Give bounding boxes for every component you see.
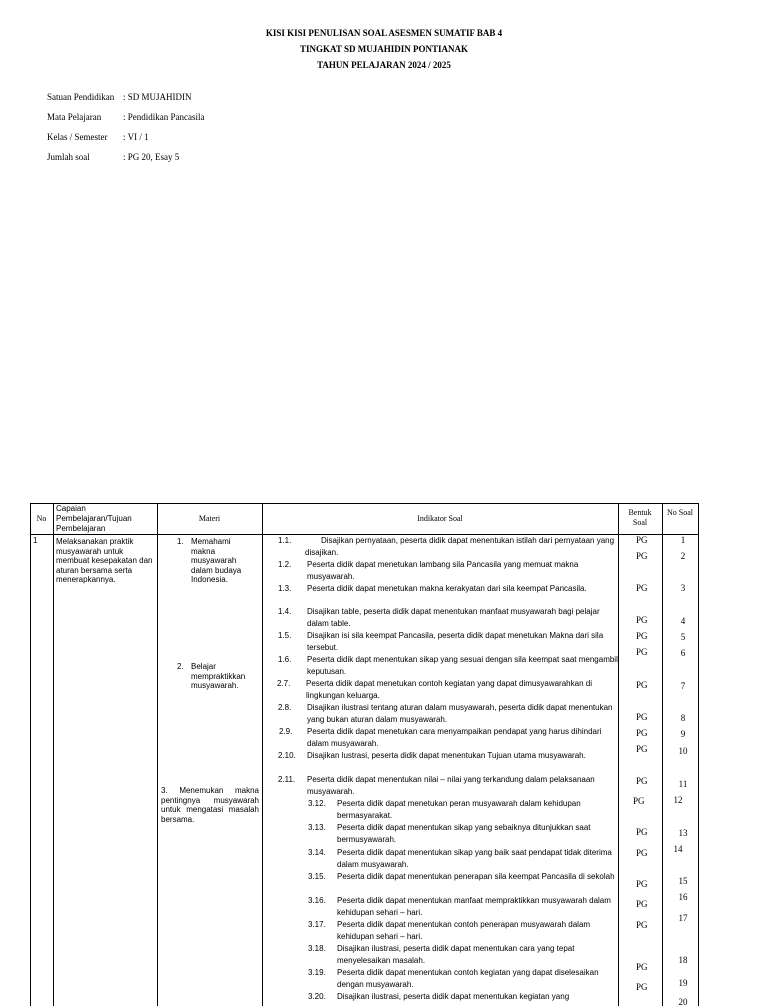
indikator-num: 2.10.: [278, 751, 296, 760]
bentuk-soal-cell: PG: [636, 744, 648, 754]
materi-item: [161, 786, 259, 824]
info-value: : SD MUJAHIDIN: [123, 92, 192, 102]
no-soal-cell: 11: [678, 779, 688, 789]
indikator-num: 3.18.: [308, 944, 326, 953]
indikator-item: [308, 991, 620, 1003]
materi-item: Belajar mempraktikkan musyawarah.: [191, 662, 246, 690]
indikator-text: Peserta didik dapt menentukan sikap yang sesuai dengan sila keempat saat mengambil keputusan.: [307, 655, 618, 676]
bentuk-soal-cell: PG: [636, 879, 648, 889]
indikator-text: Disajikan ilustrasi, peserta didik dapat menentukan cara yang tepat menyelesaikan masalah.: [337, 944, 575, 965]
no-soal-cell: 5: [680, 632, 686, 642]
indikator-num: 3.13.: [308, 823, 326, 832]
capaian-text: Melaksanakan praktik musyawarah untuk membuat kesepakatan dan aturan bersama serta menerapkannya.: [56, 537, 153, 584]
indikator-text: Peserta didik dapat menentukan nilai – nilai yang terkandung dalam pelaksanaan musyawarah.: [307, 775, 595, 796]
no-soal-cell: 9: [680, 729, 686, 739]
indikator-num: 1.5.: [278, 631, 292, 640]
indikator-text: Peserta didik dapat menetukan contoh kegiatan yang dapat dimusyawarahkan di lingkungan keluarga.: [306, 679, 592, 700]
bentuk-soal-cell: PG: [636, 647, 648, 657]
indikator-text: Disajikan lustrasi, peserta didik dapat menentukan Tujuan utama musyawarah.: [307, 751, 586, 760]
no-soal-cell: 19: [678, 978, 688, 988]
info-value: : Pendidikan Pancasila: [123, 112, 205, 122]
bentuk-soal-cell: PG: [636, 680, 648, 690]
header-materi: Materi: [198, 514, 221, 523]
no-soal-cell: 8: [680, 713, 686, 723]
no-soal-cell: 13: [678, 828, 688, 838]
materi-num: 2.: [177, 662, 184, 671]
indikator-text: Peserta didik dapat menentukan sikap yang baik saat pendapat tidak diterima dalam musyawarah.: [337, 848, 612, 869]
info-label: Satuan Pendidikan: [47, 92, 115, 102]
bentuk-soal-cell: PG: [636, 631, 648, 641]
indikator-item: [278, 559, 618, 582]
materi-num: 1.: [177, 537, 184, 546]
indikator-text: Disajikan isi sila keempat Pancasila, peserta didik dapat menetukan Makna dari sila tersebut.: [307, 631, 604, 652]
indikator-text: Peserta didik dapat menetukan peran musyawarah dalam kehidupan bermasyarakat.: [337, 799, 581, 820]
indikator-num: 1.2.: [278, 560, 292, 569]
no-soal-cell: 1: [680, 535, 686, 545]
indikator-item: [308, 798, 620, 821]
no-soal-cell: 6: [680, 648, 686, 658]
info-value: : VI / 1: [123, 132, 149, 142]
info-row: [47, 132, 149, 142]
materi-item: Memahami makna musyawarah dalam budaya Indonesia.: [191, 537, 242, 584]
no-soal-cell: 20: [678, 997, 688, 1007]
indikator-item: [278, 750, 618, 762]
indikator-text: Disajikan ilustrasi, peserta didik dapat menentukan kegiatan yang: [337, 992, 570, 1001]
no-soal-cell: 17: [678, 913, 688, 923]
table-border-left: [30, 503, 31, 1006]
indikator-num: 3.12.: [308, 799, 326, 808]
indikator-text: Peserta didik dapat menentukan contoh kegiatan yang dapat diselesaikan dengan musyawarah.: [337, 968, 599, 989]
no-soal-cell: 2: [680, 551, 686, 561]
indikator-item: [308, 943, 620, 966]
materi-text: Menemukan makna pentingnya musyawarah untuk mengatasi masalah bersama.: [161, 786, 259, 824]
doc-title-line2: TINGKAT SD MUJAHIDIN PONTIANAK: [300, 44, 468, 54]
bentuk-soal-cell: PG: [636, 712, 648, 722]
doc-title-line3: TAHUN PELAJARAN 2024 / 2025: [317, 60, 451, 70]
bentuk-soal-cell: PG: [636, 776, 648, 786]
indikator-num: 1.1.: [278, 536, 292, 545]
indikator-item: [308, 822, 620, 845]
indikator-item: [277, 678, 617, 701]
indikator-text: Peserta didik dapat menetukan lambang sila Pancasila yang memuat makna musyawarah.: [307, 560, 579, 581]
indikator-num: 2.8.: [278, 703, 292, 712]
indikator-num: 1.3.: [278, 584, 292, 593]
indikator-num: 3.16.: [308, 896, 326, 905]
bentuk-soal-cell: PG: [636, 728, 648, 738]
indikator-num: 1.6.: [278, 655, 292, 664]
doc-title-line1: KISI KISI PENULISAN SOAL ASESMEN SUMATIF BAB 4: [265, 28, 503, 38]
indikator-item: [279, 726, 619, 749]
indikator-num: 3.20.: [308, 992, 326, 1001]
info-label: Jumlah soal: [47, 152, 90, 162]
column-divider: [53, 503, 54, 1006]
indikator-item: [308, 967, 620, 990]
info-label: Mata Pelajaran: [47, 112, 102, 122]
no-soal-cell: 18: [678, 955, 688, 965]
bentuk-soal-cell: PG: [636, 920, 648, 930]
info-row: [47, 152, 179, 162]
indikator-text: Peserta didik dapat menentukan manfaat mempraktikkan musyawarah dalam kehidupan sehari – hari.: [337, 896, 611, 917]
bentuk-soal-cell: PG: [633, 796, 645, 806]
indikator-item: [278, 774, 618, 797]
indikator-item: [308, 871, 620, 883]
indikator-text: Peserta didik dapat menentukan contoh penerapan musyawarah dalam kehidupan sehari – hari.: [337, 920, 591, 941]
bentuk-soal-cell: PG: [636, 535, 648, 545]
no-soal-cell: 4: [680, 616, 686, 626]
bentuk-soal-cell: PG: [636, 848, 648, 858]
materi-num: 3.: [161, 786, 168, 795]
column-divider: [157, 503, 158, 1006]
no-soal-cell: 12: [673, 795, 683, 805]
no-soal-cell: 15: [678, 876, 688, 886]
indikator-text: Peserta didik dapat menetukan cara menyampaikan pendapat yang harus dihindari dalam musyawarah.: [307, 727, 602, 748]
column-divider: [662, 503, 663, 1006]
header-no: No: [36, 514, 47, 523]
no-soal-cell: 16: [678, 892, 688, 902]
bentuk-soal-cell: PG: [636, 899, 648, 909]
indikator-item: [308, 919, 620, 942]
indikator-item: [308, 895, 620, 918]
info-value: : PG 20, Esay 5: [123, 152, 180, 162]
info-row: [47, 92, 192, 102]
indikator-num: 2.11.: [278, 775, 296, 784]
info-label: Kelas / Semester: [47, 132, 108, 142]
no-soal-cell: 7: [680, 681, 686, 691]
bentuk-soal-cell: PG: [636, 962, 648, 972]
bentuk-soal-cell: PG: [636, 583, 648, 593]
no-soal-cell: 14: [673, 844, 683, 854]
header-capaian: Capaian Pembelajaran/Tujuan Pembelajaran: [56, 504, 132, 533]
indikator-item: [308, 847, 620, 870]
bentuk-soal-cell: PG: [636, 982, 648, 992]
indikator-item: [278, 583, 618, 595]
no-soal-cell: 3: [680, 583, 686, 593]
indikator-num: 3.19.: [308, 968, 326, 977]
indikator-item: [278, 702, 618, 725]
indikator-text: Disajikan pernyataan, peserta didik dapat menentukan istilah dari pernyataan yang disajikan.: [305, 536, 615, 557]
indikator-num: 3.15.: [308, 872, 326, 881]
column-divider: [262, 503, 263, 1006]
info-row: [47, 112, 204, 122]
kisi-kisi-table: [30, 503, 699, 1006]
table-border-right: [698, 503, 699, 1006]
indikator-item: [278, 630, 618, 653]
indikator-text: Peserta didik dapat menetukan makna kerakyatan dari sila keempat Pancasila.: [307, 584, 587, 593]
bentuk-soal-cell: PG: [636, 827, 648, 837]
indikator-text: Peserta didik dapat menentukan sikap yang sebaiknya ditunjukkan saat bermusyawarah.: [337, 823, 591, 844]
indikator-num: 3.17.: [308, 920, 326, 929]
indikator-item: [278, 606, 618, 629]
row-number: 1: [33, 536, 38, 545]
indikator-item: [278, 535, 618, 558]
bentuk-soal-cell: PG: [636, 615, 648, 625]
header-indikator: Indikator Soal: [417, 514, 463, 523]
no-soal-cell: 10: [678, 746, 688, 756]
indikator-text: Peserta didik dapat menentukan penerapan sila keempat Pancasila di sekolah: [337, 872, 615, 881]
indikator-item: [278, 654, 618, 677]
indikator-num: 1.4.: [278, 607, 292, 616]
indikator-text: Disajikan ilustrasi tentang aturan dalam musyawarah, peserta didik dapat menentukan yang bukan aturan dalam musyawarah.: [307, 703, 613, 724]
bentuk-soal-cell: PG: [636, 551, 648, 561]
header-no-soal: No Soal: [667, 508, 693, 517]
indikator-num: 3.14.: [308, 848, 326, 857]
header-bentuk-soal: Bentuk Soal: [628, 508, 652, 527]
indikator-text: Disajikan table, peserta didik dapat menentukan manfaat musyawarah bagi pelajar dalam table.: [307, 607, 600, 628]
indikator-num: 2.9.: [279, 727, 293, 736]
indikator-num: 2.7.: [277, 679, 291, 688]
